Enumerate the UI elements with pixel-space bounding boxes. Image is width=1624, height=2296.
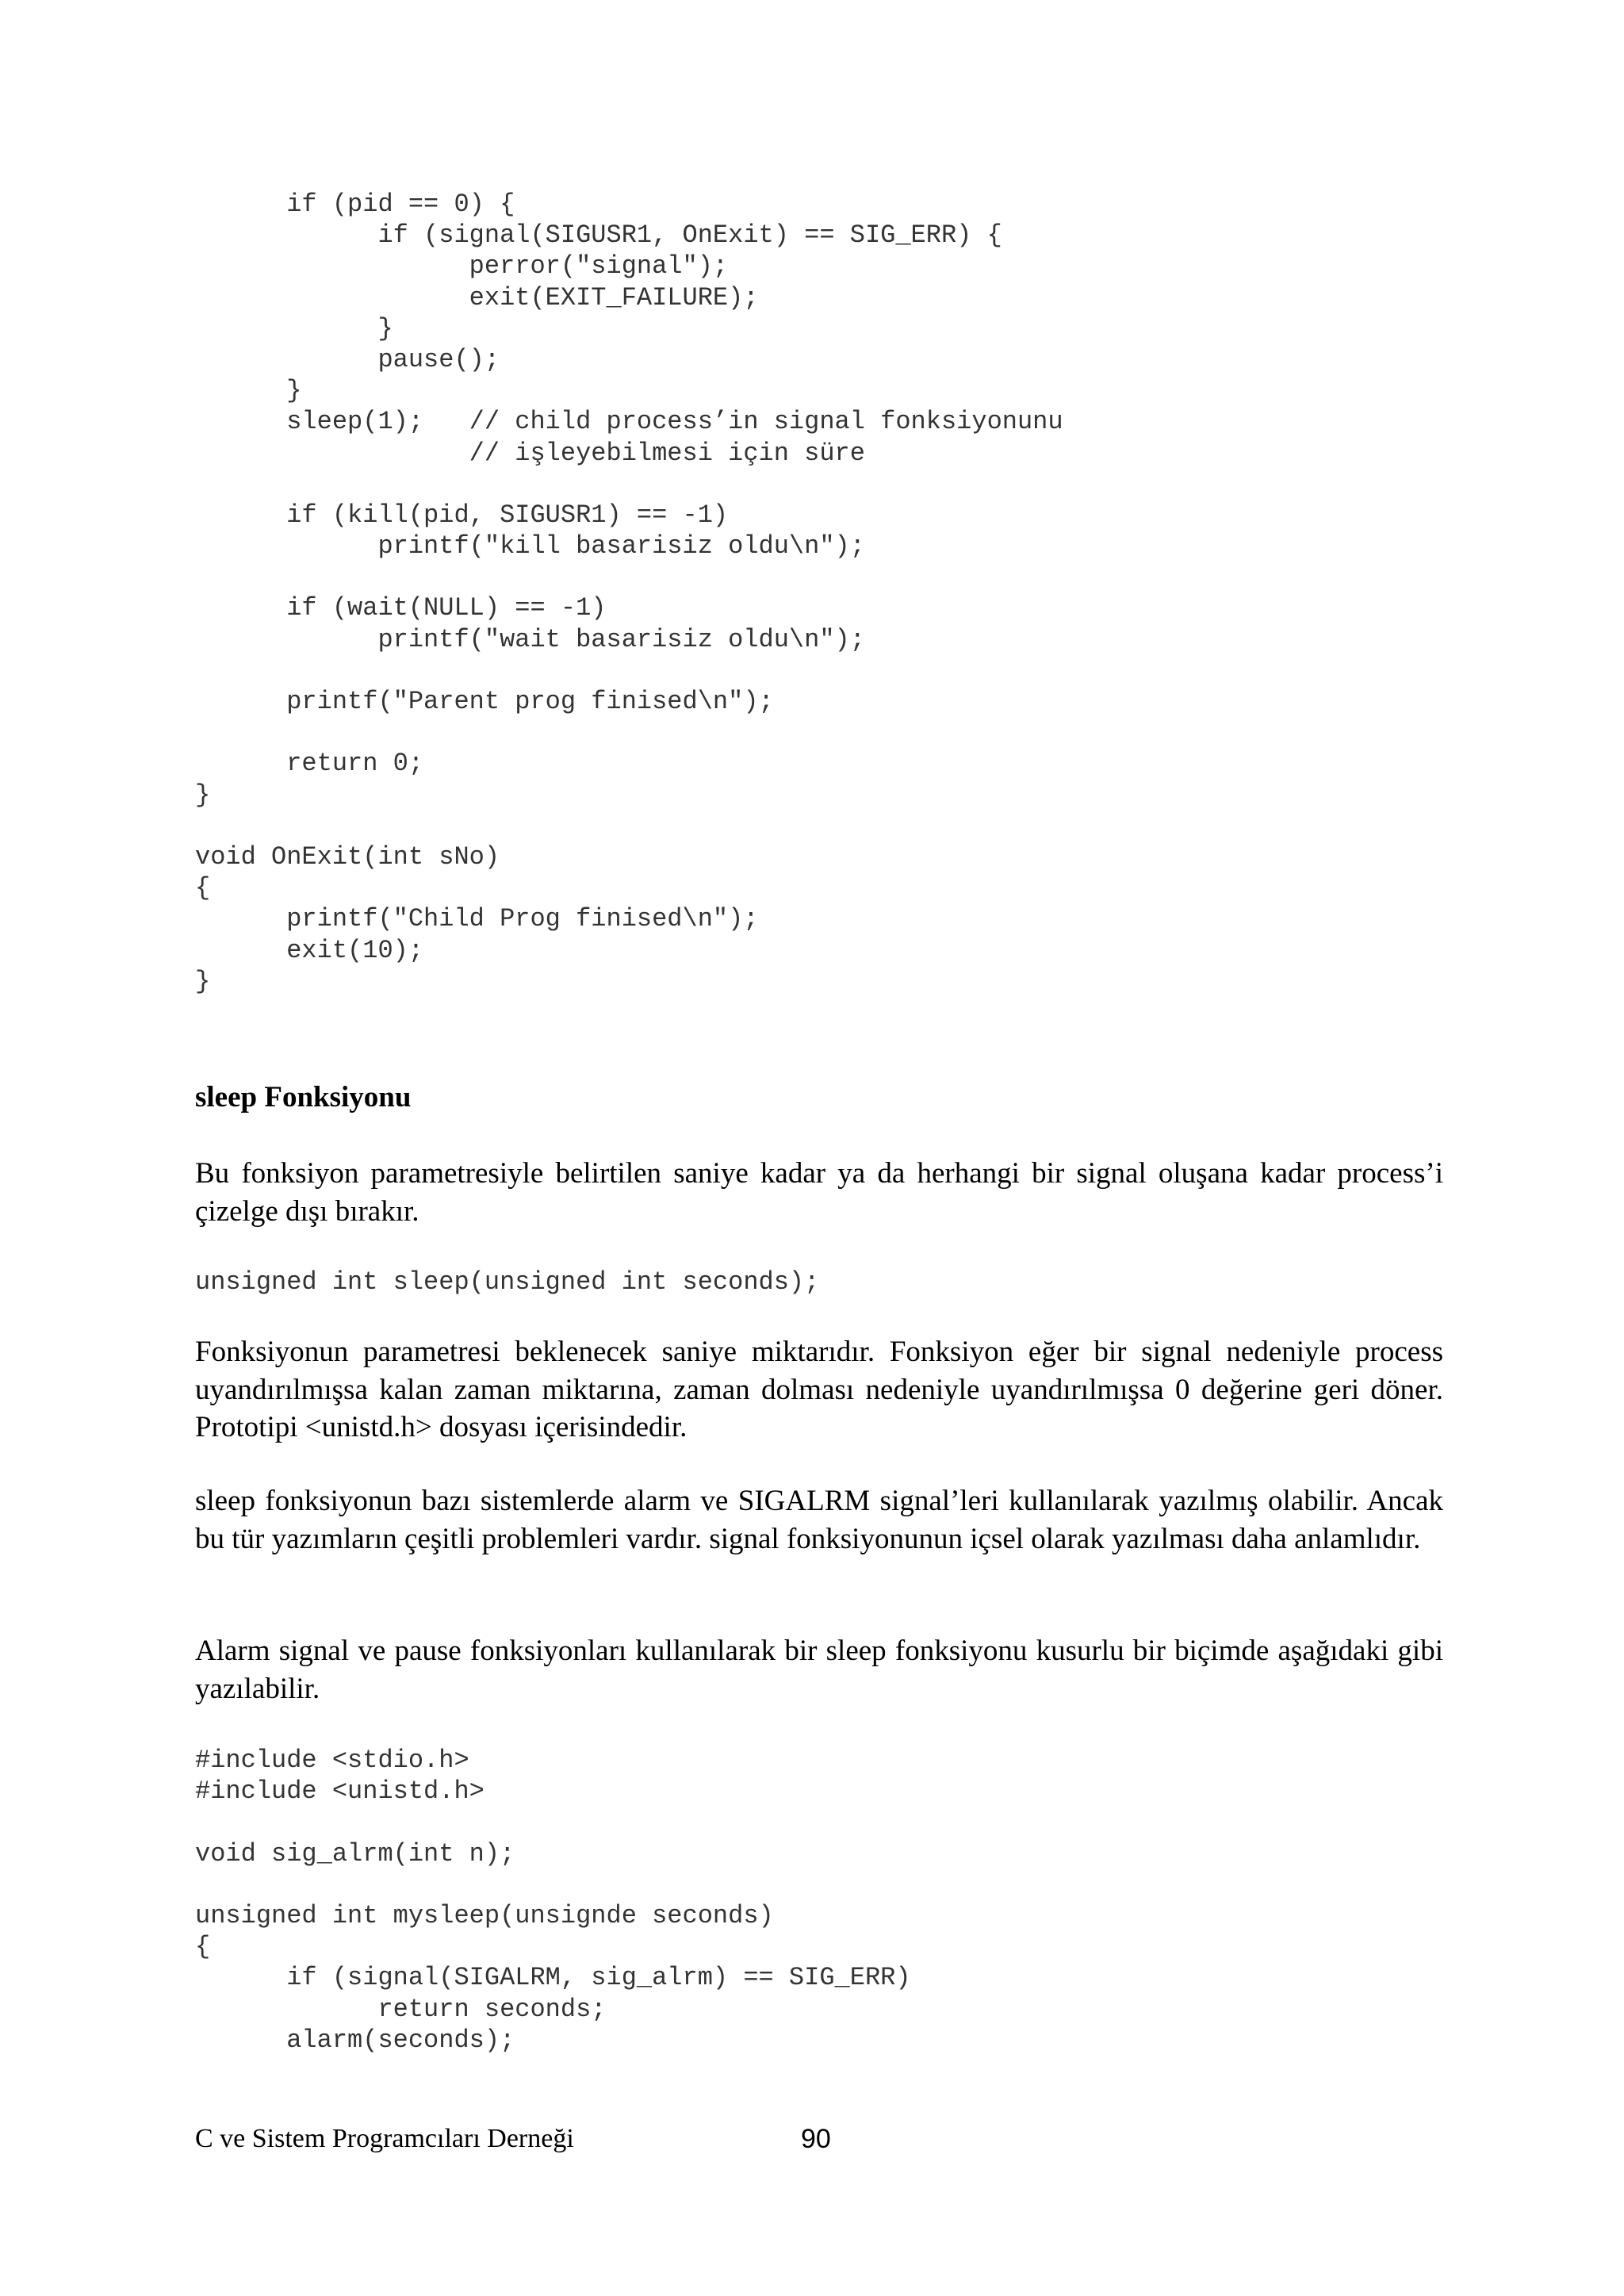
code-line [195, 469, 1063, 500]
code-line: printf("wait basarisiz oldu\n"); [195, 624, 865, 654]
code-line: if (signal(SIGALRM, sig_alrm) == SIG_ERR) [195, 1963, 911, 1993]
code-line: void OnExit(int sNo) [195, 841, 500, 872]
code-line [195, 811, 1063, 841]
code-line: } [195, 313, 393, 343]
code-line: unsigned int mysleep(unsignde seconds) [195, 1900, 774, 1930]
section-heading: sleep Fonksiyonu [195, 1081, 412, 1114]
code-line: return seconds; [195, 1994, 607, 2024]
code-line: if (signal(SIGUSR1, OnExit) == SIG_ERR) { [195, 220, 1002, 251]
code-line: exit(10); [195, 935, 424, 965]
footer-organization: C ve Sistem Programcıları Derneği [195, 2124, 574, 2153]
code-line: if (wait(NULL) == -1) [195, 593, 607, 623]
code-line: } [195, 966, 211, 996]
code-line [195, 1807, 911, 1838]
code-line [195, 717, 1063, 748]
code-line: } [195, 780, 211, 810]
code-line: perror("signal"); [195, 251, 729, 282]
code-line: #include <stdio.h> [195, 1746, 469, 1775]
code-line: } [195, 376, 302, 406]
code-line: sleep(1); // child process’in signal fonksiyonunu [195, 407, 1063, 437]
paragraph-implementation: sleep fonksiyonun bazı sistemlerde alarm ve SIGALRM signal’leri kullanılarak yazılmış olabilir. Ancak bu tür yazımların çeşitli problemleri vardır. signal fonksiyonunun içsel olarak yazılması daha anlamlıdır. [195, 1485, 1443, 1555]
code-line: if (pid == 0) { [195, 190, 515, 219]
code-line: { [195, 1932, 211, 1962]
paragraph-return-value: Fonksiyonun parametresi beklenecek saniye miktarıdır. Fonksiyon eğer bir signal nedeniyle process uyandırılmışsa kalan zaman miktarına, zaman dolması nedeniyle uyandırılmışsa 0 değerine geri döner. Prototipi <unistd.h> dosyası içerisindedir. [195, 1336, 1443, 1443]
code-line: printf("Child Prog finised\n"); [195, 904, 759, 934]
page-number: 90 [801, 2124, 831, 2154]
code-line: unsigned int sleep(unsigned int seconds); [195, 1267, 820, 1297]
code-block-bottom [195, 1745, 911, 2056]
code-line [195, 562, 1063, 592]
code-line [195, 655, 1063, 686]
paragraph-example-intro: Alarm signal ve pause fonksiyonları kullanılarak bir sleep fonksiyonu kusurlu bir biçimde aşağıdaki gibi yazılabilir. [195, 1635, 1443, 1705]
code-line: pause(); [195, 344, 500, 374]
code-block-top [195, 189, 1063, 997]
code-line: return 0; [195, 749, 424, 779]
code-line: #include <unistd.h> [195, 1777, 485, 1807]
code-line: // işleyebilmesi için süre [195, 438, 865, 468]
code-line: exit(EXIT_FAILURE); [195, 282, 759, 312]
code-line: printf("Parent prog finised\n"); [195, 687, 774, 716]
code-line: void sig_alrm(int n); [195, 1838, 515, 1869]
code-line: printf("kill basarisiz oldu\n"); [195, 531, 865, 562]
code-prototype [195, 1267, 819, 1297]
paragraph-intro: Bu fonksiyon parametresiyle belirtilen saniye kadar ya da herhangi bir signal oluşana kadar process’i çizelge dışı bırakır. [195, 1157, 1443, 1228]
code-line: { [195, 873, 211, 903]
code-line: if (kill(pid, SIGUSR1) == -1) [195, 500, 729, 530]
code-line [195, 1869, 911, 1900]
code-line: alarm(seconds); [195, 2025, 515, 2055]
